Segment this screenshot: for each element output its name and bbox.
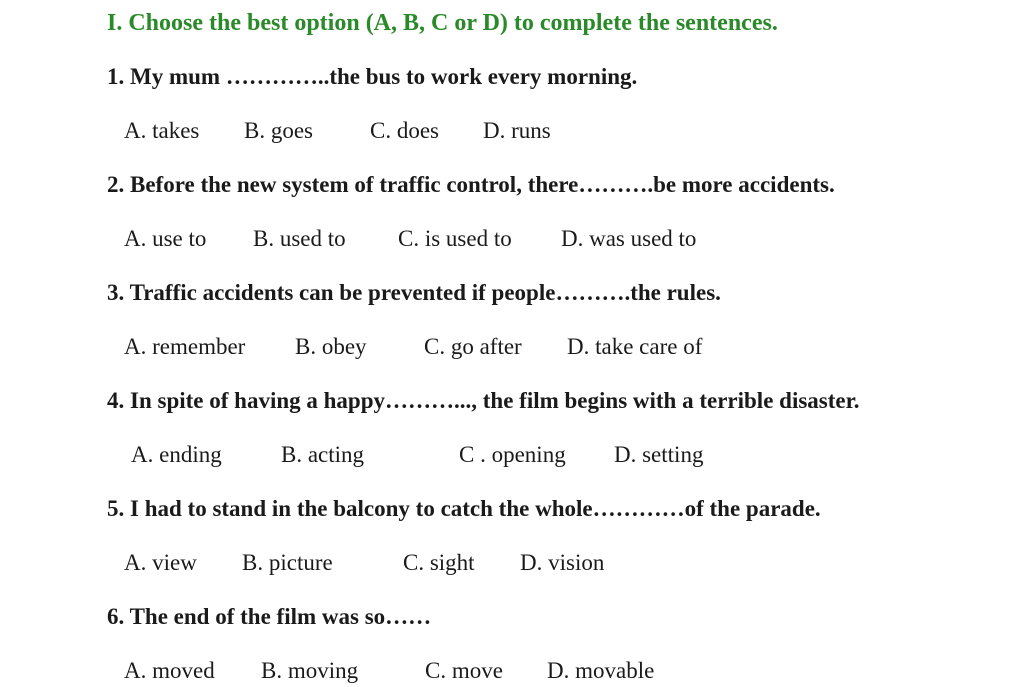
exercise-heading: I. Choose the best option (A, B, C or D) to complete the sentences. (107, 10, 778, 36)
option-1d: D. runs (483, 118, 551, 143)
question-6: 6. The end of the film was so…… (107, 604, 432, 629)
option-5a: A. view (124, 550, 197, 575)
option-3b: B. obey (295, 334, 367, 359)
option-1b: B. goes (244, 118, 313, 143)
option-4b: B. acting (281, 442, 365, 467)
option-2a: A. use to (124, 226, 207, 251)
option-3a: A. remember (124, 334, 246, 359)
option-2b: B. used to (253, 226, 346, 251)
option-3c: C. go after (424, 334, 522, 359)
option-4a: A. ending (131, 442, 222, 467)
option-3d: D. take care of (567, 334, 703, 359)
question-4: 4. In spite of having a happy………..., the film begins with a terrible disaster. (107, 388, 860, 413)
option-5d: D. vision (520, 550, 605, 575)
option-5c: C. sight (403, 550, 475, 575)
question-5: 5. I had to stand in the balcony to catch the whole…………of the parade. (107, 496, 821, 521)
option-6c: C. move (425, 658, 503, 683)
option-1a: A. takes (124, 118, 200, 143)
option-6b: B. moving (261, 658, 359, 683)
option-4c: C . opening (459, 442, 566, 467)
option-2d: D. was used to (561, 226, 697, 251)
question-1: 1. My mum …………..the bus to work every morning. (107, 64, 638, 89)
option-6d: D. movable (547, 658, 655, 683)
option-4d: D. setting (614, 442, 704, 467)
option-1c: C. does (370, 118, 439, 143)
question-3: 3. Traffic accidents can be prevented if people……….the rules. (107, 280, 721, 305)
option-5b: B. picture (242, 550, 333, 575)
option-6a: A. moved (124, 658, 215, 683)
option-2c: C. is used to (398, 226, 512, 251)
question-2: 2. Before the new system of traffic control, there……….be more accidents. (107, 172, 835, 197)
